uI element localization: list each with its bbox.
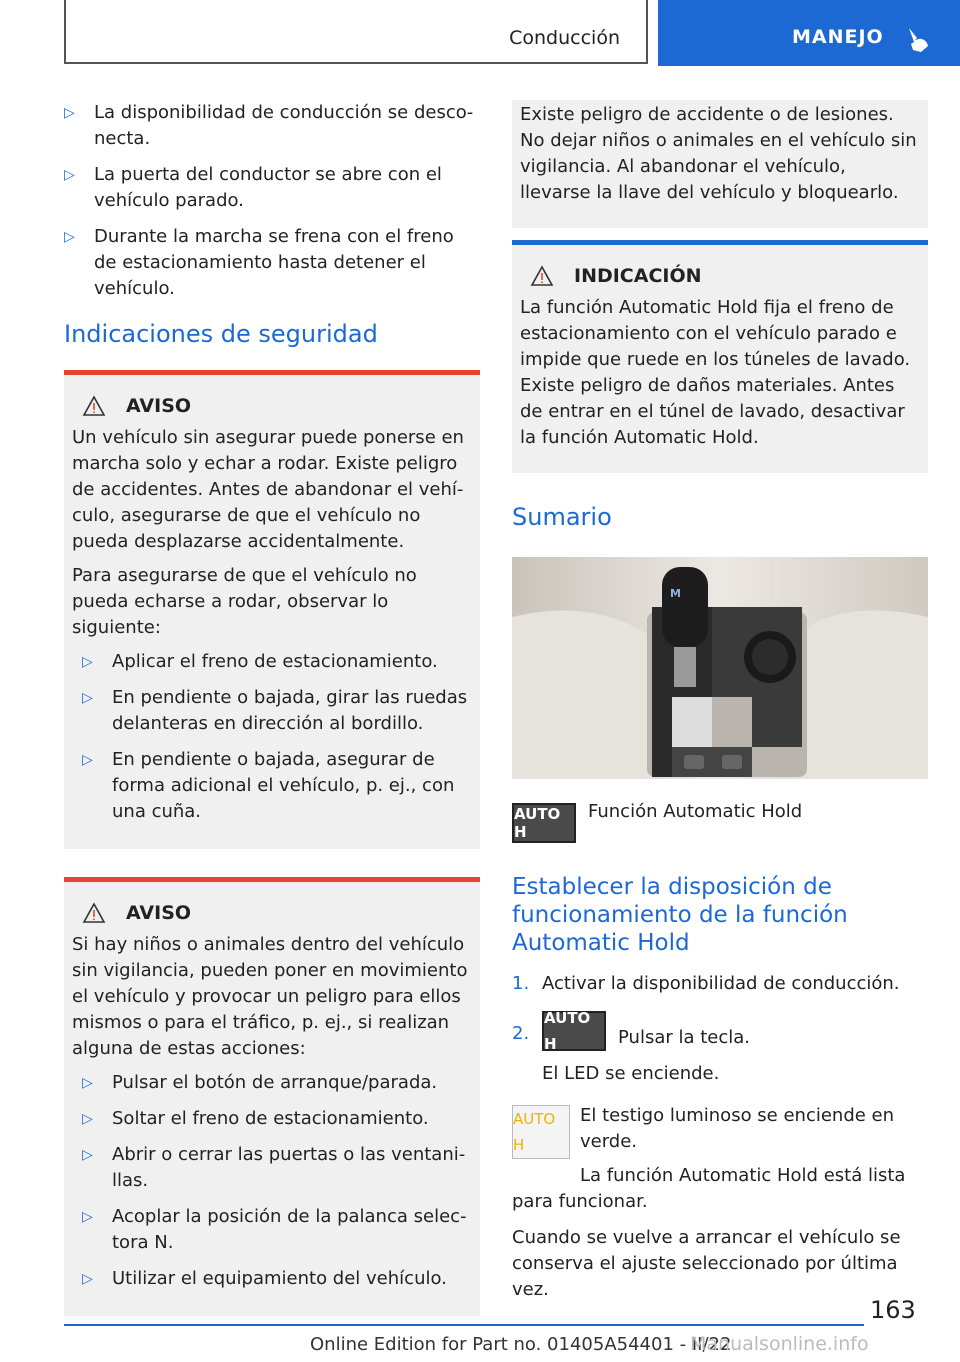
warning-triangle-icon (530, 265, 554, 287)
list-item: ▷ La puerta del conductor se abre con el vehículo parado. (64, 164, 442, 211)
triangle-bullet-icon: ▷ (82, 654, 93, 670)
warning-text: Para asegurarse de que el vehículo no pueda echarse a rodar, observar lo siguiente: (72, 565, 417, 638)
auto-h-telltale-icon: AUTO H (512, 1105, 570, 1159)
left-column (64, 100, 480, 1332)
list-item: ▷ Aplicar el freno de estacionamiento. (82, 649, 472, 675)
footer-divider (64, 1324, 864, 1326)
warning-box (64, 370, 480, 849)
triangle-bullet-icon: ▷ (64, 229, 75, 245)
warning-title: AVISO (126, 902, 192, 924)
triangle-bullet-icon: ▷ (64, 105, 75, 121)
telltale-text: El testigo luminoso se enciende en verde. (580, 1105, 895, 1152)
warning-text: Existe peligro de accidente o de lesiones. No dejar niños o animales en el vehículo sin vigilancia. Al abandonar el vehículo, llevarse la llave del vehículo y bloquearlo. (520, 104, 917, 203)
section-heading: Indicaciones de seguridad (64, 320, 378, 348)
notice-box (512, 240, 928, 473)
list-item: 2. AUTO H Pulsar la tecla. (512, 1009, 751, 1053)
triangle-bullet-icon: ▷ (82, 690, 93, 706)
section-heading: Sumario (512, 503, 612, 531)
notice-title: INDICACIÓN (574, 265, 702, 287)
right-column (512, 100, 928, 1303)
auto-h-button-icon: AUTO H (512, 803, 576, 843)
chapter-box (64, 0, 648, 64)
list-item: ▷ Utilizar el equipamiento del vehículo. (82, 1266, 472, 1292)
list-item: ▷ La disponibilidad de conducción se desconecta. (64, 102, 474, 149)
section-heading: Establecer la disposición de funcionamiento de la función Automatic Hold (512, 874, 848, 956)
notice-text: La función Automatic Hold fija el freno de estacionamiento con el vehículo parado e impide que ruede en los túneles de lavado. Existe peligro de daños materiales. Antes de entrar en el túnel de lavado, desactivar la función Automatic Hold. (520, 297, 911, 448)
triangle-bullet-icon: ▷ (82, 1111, 93, 1127)
warning-text: Un vehículo sin asegurar puede ponerse en marcha solo y echar a rodar. Existe peligro de accidentes. Antes de abandonar el vehículo, asegurarse de que el vehículo no pueda desplazarse accidentalmente. (72, 427, 464, 552)
telltale-text: La función Automatic Hold está lista para funcionar. (512, 1165, 906, 1212)
triangle-bullet-icon: ▷ (82, 752, 93, 768)
page-header (0, 0, 960, 66)
warning-box (64, 877, 480, 1316)
edition-text: Online Edition for Part no. 01405A54401 - II/22 (310, 1334, 732, 1355)
list-item: 1. Activar la disponibilidad de conducción. (512, 973, 900, 994)
svg-text:M: M (670, 587, 681, 600)
list-item: ▷ Durante la marcha se frena con el freno de estacionamiento hasta detener el vehículo. (64, 226, 454, 299)
warning-triangle-icon (82, 395, 106, 417)
triangle-bullet-icon: ▷ (82, 1209, 93, 1225)
button-caption: Función Automatic Hold (588, 801, 803, 822)
list-item: ▷ En pendiente o bajada, asegurar de forma adicional el vehículo, p. ej., con una cuña. (82, 749, 455, 822)
list-item: ▷ Pulsar el botón de arranque/parada. (82, 1070, 472, 1096)
triangle-bullet-icon: ▷ (64, 167, 75, 183)
warning-text: Si hay niños o animales dentro del vehículo sin vigilancia, pueden poner en movimiento el vehículo y provocar un peligro para ellos mismos o para el tráfico, p. ej., si realizan alguna de estas acciones: (72, 934, 468, 1059)
list-item: ▷ Soltar el freno de estacionamiento. (82, 1106, 472, 1132)
final-text: Cuando se vuelve a arrancar el vehículo se conserva el ajuste seleccionado por última vez. (512, 1227, 901, 1300)
page-number: 163 (870, 1296, 916, 1324)
triangle-bullet-icon: ▷ (82, 1271, 93, 1287)
warning-title: AVISO (126, 395, 192, 417)
list-item: ▷ Acoplar la posición de la palanca selectora N. (82, 1206, 467, 1253)
warning-triangle-icon (82, 902, 106, 924)
section-title: MANEJO (792, 26, 884, 48)
hand-pointer-icon (903, 24, 933, 54)
list-item: ▷ Abrir o cerrar las puertas o las ventanillas. (82, 1144, 466, 1191)
led-text: El LED se enciende. (542, 1063, 720, 1084)
watermark-text: Manualsonline.info (690, 1333, 869, 1355)
triangle-bullet-icon: ▷ (82, 1075, 93, 1091)
warning-continuation (512, 100, 928, 228)
triangle-bullet-icon: ▷ (82, 1147, 93, 1163)
list-item: ▷ En pendiente o bajada, girar las ruedas delanteras en dirección al bordillo. (82, 687, 468, 734)
center-console-photo (512, 557, 928, 779)
section-tab (658, 0, 960, 66)
chapter-title: Conducción (509, 27, 620, 49)
auto-h-button-icon: AUTO H (542, 1011, 606, 1051)
